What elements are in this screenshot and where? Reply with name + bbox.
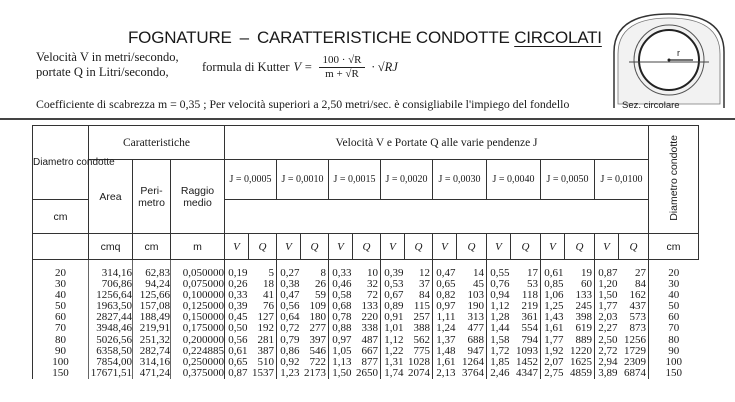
flow-cell: 619 (575, 322, 592, 335)
flow-cell: 1028 (408, 355, 430, 368)
flow-cell: 53 (527, 278, 538, 291)
flow-cell: 27 (635, 267, 647, 279)
flow-cell: 219 (521, 300, 538, 313)
v-label: V (277, 234, 301, 260)
velocity-cell: 1,74 (381, 368, 405, 379)
velocity-cell: 0,56 (225, 335, 249, 346)
flow-cell: 109 (309, 300, 326, 313)
diameter-cell-right: 60 (649, 312, 699, 323)
flow-cell: 313 (467, 311, 484, 324)
flow-cell: 60 (581, 278, 592, 291)
velocity-cell: 1,22 (381, 346, 405, 357)
flow-cell: 667 (361, 344, 378, 357)
flow-cell: 115 (413, 300, 430, 313)
velocity-cell: 0,26 (225, 279, 249, 290)
diameter-cell-right: 150 (649, 368, 699, 379)
radius-cell: 0,050000 (171, 260, 225, 280)
flow-cell: 487 (361, 333, 378, 346)
flow-cell: 8 (320, 267, 326, 279)
flow-cell: 4859 (570, 366, 592, 379)
diameter-cell-right: 70 (649, 323, 699, 334)
flow-cell: 775 (413, 344, 430, 357)
velocity-cell: 0,27 (277, 260, 301, 280)
velocity-cell: 0,68 (329, 301, 353, 312)
flow-cell: 41 (263, 289, 274, 302)
velocity-cell: 1,06 (541, 290, 565, 301)
diameter-cell-right: 100 (649, 357, 699, 368)
velocity-cell: 0,33 (329, 260, 353, 280)
flow-cell: 688 (467, 333, 484, 346)
velocity-cell: 1,50 (329, 368, 353, 379)
velocity-cell: 1,85 (487, 357, 511, 368)
velocity-cell: 0,61 (541, 260, 565, 280)
table-row (33, 260, 699, 280)
area-cell: 3948,46 (89, 323, 133, 334)
diameter-cell-right: 30 (649, 279, 699, 290)
flow-cell: 1256 (624, 333, 647, 346)
table-row (33, 335, 699, 346)
flow-cell: 546 (309, 344, 326, 357)
velocity-cell: 1,92 (541, 346, 565, 357)
velocity-cell: 2,72 (595, 346, 619, 357)
flow-cell: 6874 (624, 366, 647, 379)
perimeter-cell: 251,32 (133, 335, 171, 346)
velocity-cell: 1,43 (541, 312, 565, 323)
diameter-cell: 70 (33, 323, 89, 334)
title-dash: – (239, 28, 249, 47)
pipe-characteristics-table (32, 125, 699, 379)
flow-cell: 4347 (516, 366, 538, 379)
pipe-section-figure (608, 12, 730, 112)
flow-cell: 2173 (304, 366, 326, 379)
flow-cell: 388 (413, 322, 430, 335)
radius-cell: 0,100000 (171, 290, 225, 301)
area-cell: 17671,51 (89, 368, 133, 379)
perimeter-cell: 314,16 (133, 357, 171, 368)
perimeter-cell: 282,74 (133, 346, 171, 357)
velocity-cell: 0,97 (433, 301, 457, 312)
perimeter-cell: 62,83 (133, 260, 171, 280)
flow-cell: 1537 (252, 366, 274, 379)
diameter-cell-right: 80 (649, 335, 699, 346)
flow-cell: 398 (575, 311, 592, 324)
flow-cell: 722 (309, 355, 326, 368)
diameter-cell-right: 50 (649, 301, 699, 312)
velocity-cell: 0,47 (277, 290, 301, 301)
flow-cell: 127 (257, 311, 274, 324)
velocity-cell: 0,47 (433, 260, 457, 280)
flow-cell: 361 (521, 311, 538, 324)
velocity-cell: 0,76 (487, 279, 511, 290)
velocity-cell: 1,48 (433, 346, 457, 357)
velocity-cell: 1,50 (595, 290, 619, 301)
flow-cell: 18 (263, 278, 274, 291)
flow-cell: 84 (635, 278, 647, 291)
q-label: Q (405, 234, 433, 260)
flow-cell: 59 (315, 289, 326, 302)
diameter-cell: 30 (33, 279, 89, 290)
flow-cell: 2309 (624, 355, 647, 368)
velocity-cell: 0,86 (277, 346, 301, 357)
velocity-cell: 1,05 (329, 346, 353, 357)
diameter-cell-right: 20 (649, 260, 699, 280)
radius-cell: 0,175000 (171, 323, 225, 334)
velocity-cell: 0,33 (225, 290, 249, 301)
formula-lhs: V = (293, 60, 313, 74)
velocity-cell: 1,25 (541, 301, 565, 312)
diameter-cell-right: 40 (649, 290, 699, 301)
flow-cell: 19 (581, 267, 592, 279)
flow-cell: 1729 (624, 344, 647, 357)
velocity-cell: 0,64 (277, 312, 301, 323)
flow-cell: 877 (361, 355, 378, 368)
flow-cell: 133 (361, 300, 378, 313)
slope-header: J = 0,0050 (541, 160, 595, 200)
characteristics-header: Caratteristiche (89, 126, 225, 160)
area-cell: 2827,44 (89, 312, 133, 323)
velocity-cell: 0,56 (277, 301, 301, 312)
flow-cell: 192 (257, 322, 274, 335)
velocity-cell: 0,67 (381, 290, 405, 301)
radius-cell: 0,200000 (171, 335, 225, 346)
page-title (128, 28, 602, 48)
flow-cell: 26 (315, 278, 326, 291)
radius-cell: 0,150000 (171, 312, 225, 323)
diameter-cell: 50 (33, 301, 89, 312)
area-cell: 706,86 (89, 279, 133, 290)
area-cell: 314,16 (89, 260, 133, 280)
velocity-cell: 0,53 (381, 279, 405, 290)
diameter-cell: 150 (33, 368, 89, 379)
flow-cell: 1093 (516, 344, 538, 357)
flow-cell: 72 (367, 289, 378, 302)
diameter-cell: 60 (33, 312, 89, 323)
diameter-unit-right: cm (649, 234, 699, 260)
velocity-cell: 0,55 (487, 260, 511, 280)
perimeter-cell: 94,24 (133, 279, 171, 290)
q-label: Q (301, 234, 329, 260)
perimeter-header: Peri- metro (133, 160, 171, 234)
title-part1: FOGNATURE (128, 28, 232, 47)
diameter-unit: cm (33, 200, 89, 234)
perimeter-cell: 471,24 (133, 368, 171, 379)
slope-header: J = 0,0010 (277, 160, 329, 200)
flow-cell: 257 (413, 311, 430, 324)
pipe-section-caption: Sez. circolare (622, 100, 680, 111)
perimeter-cell: 219,91 (133, 323, 171, 334)
diameter-header: Diametro condotte (33, 126, 89, 200)
formula-denominator: m + √R (325, 68, 359, 80)
velocity-cell: 1,28 (487, 312, 511, 323)
flow-note: portate Q in Litri/secondo, (36, 65, 169, 79)
flow-cell: 510 (257, 355, 274, 368)
flow-cell: 220 (361, 311, 378, 324)
radius-cell: 0,250000 (171, 357, 225, 368)
diameter-cell: 100 (33, 357, 89, 368)
slope-header: J = 0,0100 (595, 160, 649, 200)
flow-cell: 10 (367, 267, 378, 279)
kutter-formula (202, 54, 398, 81)
v-label: V (329, 234, 353, 260)
velocity-cell: 0,89 (381, 301, 405, 312)
flow-cell: 1452 (516, 355, 538, 368)
velocity-cell: 2,27 (595, 323, 619, 334)
flow-cell: 45 (473, 278, 484, 291)
velocity-cell: 0,50 (225, 323, 249, 334)
flow-cell: 2074 (408, 366, 430, 379)
q-label: Q (565, 234, 595, 260)
velocity-cell: 2,46 (487, 368, 511, 379)
radius-cell: 0,375000 (171, 368, 225, 379)
velocity-cell: 0,85 (541, 279, 565, 290)
velocity-cell: 1,61 (433, 357, 457, 368)
header-rule (0, 118, 735, 120)
diameter-cell: 20 (33, 260, 89, 280)
flow-cell: 12 (419, 267, 430, 279)
flow-cell: 76 (263, 300, 274, 313)
v-label: V (541, 234, 565, 260)
flow-cell: 1625 (570, 355, 592, 368)
flow-cell: 103 (467, 289, 484, 302)
radius-cell: 0,224885 (171, 346, 225, 357)
velocity-cell: 1,23 (277, 368, 301, 379)
velocity-cell: 0,94 (487, 290, 511, 301)
area-cell: 1256,64 (89, 290, 133, 301)
perimeter-cell: 125,66 (133, 290, 171, 301)
flow-cell: 14 (473, 267, 484, 279)
flow-cell: 947 (467, 344, 484, 357)
velocity-cell: 1,13 (329, 357, 353, 368)
velocity-cell: 1,20 (595, 279, 619, 290)
velocity-cell: 2,13 (433, 368, 457, 379)
q-label: Q (511, 234, 541, 260)
flow-cell: 133 (575, 289, 592, 302)
velocity-cell: 1,77 (595, 301, 619, 312)
flow-cell: 5 (268, 267, 274, 279)
flow-cell: 794 (521, 333, 538, 346)
velocity-cell: 0,92 (277, 357, 301, 368)
table-row (33, 323, 699, 334)
flow-cell: 477 (467, 322, 484, 335)
velocity-cell: 1,12 (381, 335, 405, 346)
velocity-cell: 1,72 (487, 346, 511, 357)
formula-numerator: 100 · √R (319, 54, 364, 68)
flow-cell: 554 (521, 322, 538, 335)
velocity-cell: 0,58 (329, 290, 353, 301)
v-label: V (595, 234, 619, 260)
flow-cell: 387 (257, 344, 274, 357)
flow-cell: 118 (521, 289, 538, 302)
velocity-header: Velocità V e Portate Q alle varie pendenze J (225, 126, 649, 160)
velocity-cell: 1,58 (487, 335, 511, 346)
radius-unit: m (171, 234, 225, 260)
flow-cell: 162 (629, 289, 647, 302)
diameter-header-right-text: Diametro condotte (667, 135, 680, 221)
slope-header: J = 0,0005 (225, 160, 277, 200)
flow-cell: 3764 (462, 366, 484, 379)
velocity-cell: 0,65 (433, 279, 457, 290)
velocity-cell: 1,44 (487, 323, 511, 334)
flow-cell: 2650 (356, 366, 378, 379)
velocity-cell: 2,03 (595, 312, 619, 323)
q-label: Q (619, 234, 649, 260)
flow-cell: 397 (309, 333, 326, 346)
flow-cell: 190 (467, 300, 484, 313)
flow-cell: 437 (629, 300, 647, 313)
velocity-cell: 0,91 (381, 312, 405, 323)
perimeter-unit: cm (133, 234, 171, 260)
velocity-cell: 0,78 (329, 312, 353, 323)
radius-header: Raggio medio (171, 160, 225, 234)
diameter-cell: 40 (33, 290, 89, 301)
slope-header: J = 0,0020 (381, 160, 433, 200)
area-cell: 5026,56 (89, 335, 133, 346)
velocity-cell: 0,38 (277, 279, 301, 290)
diameter-cell: 90 (33, 346, 89, 357)
v-label: V (433, 234, 457, 260)
radius-cell: 0,075000 (171, 279, 225, 290)
velocity-cell: 0,46 (329, 279, 353, 290)
area-header: Area (89, 160, 133, 234)
title-part3: CIRCOLATI (514, 28, 602, 47)
flow-cell: 84 (419, 289, 430, 302)
flow-cell: 338 (361, 322, 378, 335)
table-row (33, 368, 699, 379)
q-label: Q (457, 234, 487, 260)
velocity-cell: 1,37 (433, 335, 457, 346)
velocity-cell: 1,61 (541, 323, 565, 334)
area-unit: cmq (89, 234, 133, 260)
velocity-cell: 2,50 (595, 335, 619, 346)
velocity-cell: 1,12 (487, 301, 511, 312)
units-spacer (33, 234, 89, 260)
velocity-cell: 1,24 (433, 323, 457, 334)
flow-cell: 245 (575, 300, 592, 313)
perimeter-cell: 188,49 (133, 312, 171, 323)
diameter-header-right (649, 126, 699, 234)
q-label: Q (353, 234, 381, 260)
q-label: Q (249, 234, 277, 260)
slope-header: J = 0,0040 (487, 160, 541, 200)
velocity-cell: 1,77 (541, 335, 565, 346)
velocity-cell: 0,97 (329, 335, 353, 346)
flow-cell: 277 (309, 322, 326, 335)
velocity-cell: 1,31 (381, 357, 405, 368)
area-cell: 7854,00 (89, 357, 133, 368)
flow-cell: 32 (367, 278, 378, 291)
roughness-note: Coefficiente di scabrezza m = 0,35 ; Per velocità superiori a 2,50 metri/sec. è consigliabile l'impiego del fondello (36, 97, 570, 111)
flow-cell: 37 (419, 278, 430, 291)
flow-cell: 1264 (462, 355, 484, 368)
flow-cell: 1220 (570, 344, 592, 357)
flow-cell: 281 (257, 333, 274, 346)
velocity-cell: 3,89 (595, 368, 619, 379)
perimeter-cell: 157,08 (133, 301, 171, 312)
v-label: V (381, 234, 405, 260)
formula-label: formula di Kutter (202, 60, 290, 74)
radius-cell: 0,125000 (171, 301, 225, 312)
flow-cell: 573 (629, 311, 647, 324)
velocity-cell: 2,75 (541, 368, 565, 379)
formula-fraction (319, 54, 364, 81)
velocity-cell: 0,88 (329, 323, 353, 334)
velocity-cell: 0,39 (381, 260, 405, 280)
slope-header: J = 0,0015 (329, 160, 381, 200)
flow-cell: 180 (309, 311, 326, 324)
formula-tail: · √RJ (371, 60, 398, 74)
flow-cell: 17 (527, 267, 538, 279)
velocity-cell: 0,79 (277, 335, 301, 346)
flow-cell: 889 (575, 333, 592, 346)
velocity-cell: 0,39 (225, 301, 249, 312)
velocity-cell: 0,19 (225, 260, 249, 280)
pipe-section-drawing (608, 12, 730, 112)
velocity-cell: 0,61 (225, 346, 249, 357)
velocity-cell: 0,72 (277, 323, 301, 334)
v-label: V (487, 234, 511, 260)
v-label: V (225, 234, 249, 260)
flow-cell: 562 (413, 333, 430, 346)
velocity-cell: 2,94 (595, 357, 619, 368)
area-cell: 1963,50 (89, 301, 133, 312)
radius-label: r (677, 48, 680, 58)
velocity-cell: 0,87 (595, 260, 619, 280)
table-body (33, 260, 699, 379)
area-cell: 6358,50 (89, 346, 133, 357)
velocity-cell: 1,11 (433, 312, 457, 323)
velocity-cell: 1,01 (381, 323, 405, 334)
velocity-cell: 0,82 (433, 290, 457, 301)
velocity-cell: 2,07 (541, 357, 565, 368)
diameter-cell-right: 90 (649, 346, 699, 357)
diameter-cell: 80 (33, 335, 89, 346)
velocity-cell: 0,65 (225, 357, 249, 368)
flow-cell: 873 (629, 322, 647, 335)
velocity-cell: 0,87 (225, 368, 249, 379)
title-part2: CARATTERISTICHE CONDOTTE (256, 28, 510, 47)
slope-header: J = 0,0030 (433, 160, 487, 200)
velocity-cell: 0,45 (225, 312, 249, 323)
velocity-note: Velocità V in metri/secondo, (36, 50, 179, 64)
